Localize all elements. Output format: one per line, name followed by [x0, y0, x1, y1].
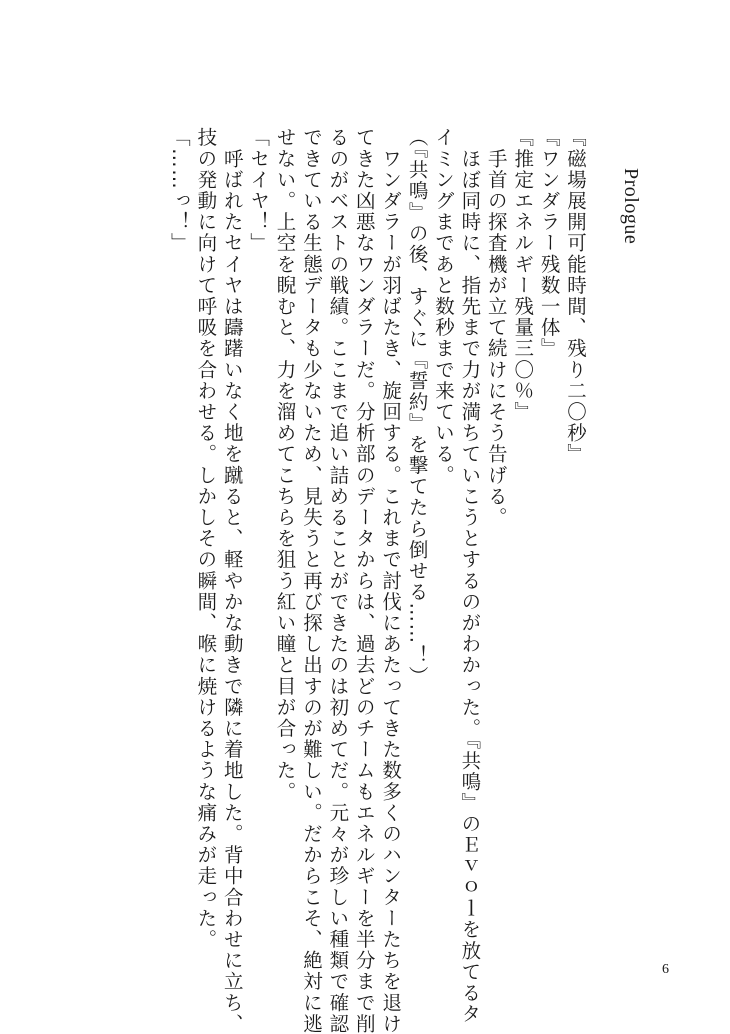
text-line: 『推定エネルギー残量三〇％』 — [511, 127, 535, 423]
text-line: 手首の探査機が立て続けにそう告げる。 — [484, 127, 508, 528]
text-line: 技の発動に向けて呼吸を合わせる。しかしその瞬間、喉に焼けるような痛みが走った。 — [194, 127, 218, 950]
text-line: できている生態データも少ないため、見失うと再び探し出すのが難しい。だからこそ、絶対に逃 — [299, 127, 323, 1034]
body-text — [166, 127, 589, 1034]
text-line: せない。上空を睨むと、力を溜めてこちらを狙う紅い瞳と目が合った。 — [273, 127, 297, 803]
text-line: 「セイヤ！」 — [247, 127, 271, 254]
text-line: ほぼ同時に、指先まで力が満ちていこうとするのがわかった。『共鳴』のＥｖｏｌを放てるタ — [458, 127, 482, 1025]
text-line: イミングまであと数秒まで来ている。 — [431, 127, 455, 486]
text-line: 「……っ！」 — [167, 127, 191, 254]
text-line: （『共鳴』の後、すぐに『誓約』を撃てたら倒せる……！） — [405, 127, 429, 687]
text-line: 『磁場展開可能時間、残り二〇秒』 — [564, 127, 587, 465]
text-line: 『ワンダラー残数一体』 — [537, 127, 561, 360]
text-line: てきた凶悪なワンダラーだ。分析部のデータからは、過去どのチームもエネルギーを半分まで削 — [352, 127, 376, 1034]
text-line: るのがベストの戦績。ここまで追い詰めることができたのは初めてだ。元々が珍しい種類で確認 — [326, 127, 350, 1034]
chapter-title: Prologue — [620, 168, 642, 245]
text-line: ワンダラーが羽ばたき、旋回する。これまで討伐にあたってきた数多くのハンターたちを退け — [379, 127, 403, 1034]
page-number: 6 — [662, 962, 669, 977]
text-line: 呼ばれたセイヤは躊躇いなく地を蹴ると、軽やかな動きで隣に着地した。背中合わせに立ち、 — [220, 127, 244, 1034]
